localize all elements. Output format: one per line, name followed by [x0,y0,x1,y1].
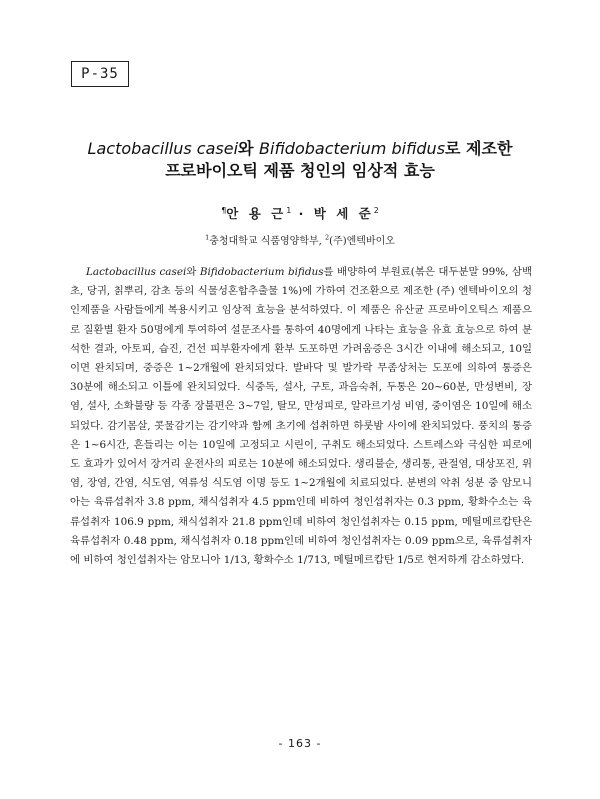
abstract-body [70,263,532,570]
affil-1: 충청대학교 식품영양학부, [209,236,326,247]
author-1: 안 용 근 [226,206,287,221]
title-line-1-rest: 로 제조한 [445,139,513,158]
affil-2: (주)엔텍바이오 [329,236,395,247]
title-species-2: Bifidobacterium bifidus [259,139,446,158]
affil-2-mark: 2 [325,233,330,242]
abstract-species-2: Bifidobacterium bifidus [199,266,324,278]
abstract-connector: 와 [186,266,200,278]
author-2-affil: 2 [373,205,379,215]
corresponding-mark: ¶ [221,205,227,215]
author-list [60,204,540,222]
page-number: - 163 - [278,737,322,750]
paper-title [60,138,540,182]
title-species-1: Lactobacillus casei [87,139,239,158]
affil-1-mark: 1 [205,233,210,242]
title-line-2: 프로바이오틱 제품 청인의 임상적 효능 [165,161,435,180]
author-separator: · [291,206,314,221]
abstract-text: 를 배양하여 부원료(볶은 대두분말 99%, 삼백초, 당귀, 칡뿌리, 감초 등의 식물성혼합추출물 1%)에 가하여 건조환으로 제조한 (주) 엔텍바이오의 청인제품을 사람들에게 복용시키고 임상적 효능을 분석하였다. 이 제품은 유산균 프로바이오틱스 제품으로 질환별 환자 50명에게 투여하여 설문조사를 통하여 40명에게 나타는 효능을 유효 효능으로 하여 분석한 결과, 아토피, 습진, 건선 피부환자에게 환부 도포하면 가려움증은 3시간 이내에 해소되고, 10일이면 완치되며, 중증은 1~2개월에 완치되었다. 발바닥 및 발가락 무좀상처는 도포에 의하여 통증은 30분에 해소되고 이틀에 완치되었다. 식중독, 설사, 구토, 과음숙취, 두통은 20~60분, 만성변비, 장염, 설사, 소화불량 등 각종 장불편은 3~7일, 탈모, 만성피로, 알라르기성 비염, 중이염은 10일에 해소되었다. 감기몸살, 콧물감기는 감기약과 함께 초기에 섭취하면 하룻밤 사이에 완치되었다. 풍치의 통증은 1~6시간, 흔들리는 이는 10일에 고정되고 시린이, 구취도 해소되었다. 스트레스와 극심한 피로에도 효과가 있어서 장거리 운전사의 피로는 10분에 해소되었다. 생리불순, 생리통, 관절염, 대상포진, 위염, 장염, 간염, 식도염, 역류성 식도염 이명 등도 1~2개월에 치료되었다. 분변의 악취 성분 중 암모니아는 육류섭취자 3.8 ppm, 채식섭취자 4.5 ppm인데 비하여 청인섭취자는 0.3 ppm, 황화수소는 육류섭취자 106.9 ppm, 채식섭취자 21.8 ppm인데 비하여 청인섭취자는 0.15 ppm, 메틸메르캅탄은 육류섭취자 0.48 ppm, 채식섭취자 0.18 ppm인데 비하여 청인섭취자는 0.09 ppm으로, 육류섭취자에 비하여 청인섭취자는 암모니아 1/13, 황화수소 1/713, 메틸메르캅탄 1/5로 현저하게 감소하였다. [70,266,532,567]
title-connector: 와 [238,139,260,158]
affiliations [60,232,540,247]
author-1-affil: 1 [286,205,292,215]
author-2: 박 세 준 [313,206,374,221]
abstract-number: P-35 [81,66,119,82]
abstract-number-box [71,61,129,87]
title-line-1 [60,138,540,160]
abstract-species-1: Lactobacillus casei [86,266,187,278]
